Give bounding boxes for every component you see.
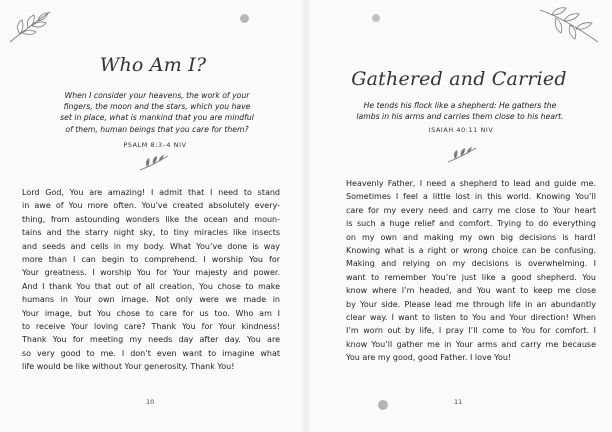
prayer-line: care for my every need and carry me close to Your heart [346,205,596,215]
prayer-line: thing, from astounding wonders like the ocean and moun- [22,214,280,224]
prayer-line: Thank You for meeting my needs day after day. You are [22,335,280,345]
prayer-line: life would be like without Your generosity. Thank You! [22,362,235,372]
scripture-reference: PSALM 8:3–4 NIV [123,141,187,149]
decorative-dot-icon [240,14,249,23]
prayer-line: by Your side. Please lead me through life in an abundantly [346,299,596,309]
prayer-line: know where I’m headed, and You want to keep me close [346,286,596,296]
prayer-line: so very good to me. I don’t even want to imagine what [22,348,280,358]
verse-line: He tends his flock like a shepherd: He gathers the [363,101,557,110]
prayer-line: and seeds and cells in my body. What You’ve done is way [22,241,280,251]
prayer-line: tains and the starry night sky, to tiny miracles like insects [22,228,280,238]
prayer-line: to receive Your loving care? Thank You for Your kindness! [22,322,280,332]
prayer-line: Making and relying on my decisions is overwhelming. I [346,259,596,269]
page-number: 11 [454,398,463,406]
page-title: Who Am I? [99,54,207,76]
verse-line: set in place, what is mankind that you are mindful [60,113,254,123]
prayer-text [346,177,596,365]
page-title: Gathered and Carried [351,68,567,90]
prayer-line: know You’ll gather me in Your arms and carry me because [346,339,596,349]
decorative-dot-icon [378,400,388,410]
prayer-line: Your image, but You chose to care for us too. Who am I [22,308,280,318]
verse-line: lambs in his arms and carries them close to his heart. [356,112,564,122]
page-number: 10 [146,398,155,406]
prayer-line: You are my good, good Father. I love You! [346,353,512,363]
verse-line: fingers, the moon and the stars, which you have [63,102,251,112]
prayer-line: Lord God, You are amazing! I admit that I need to stand [22,188,280,197]
prayer-line: on my own and making my own big decisions is hard! [346,232,596,242]
scripture-verse [344,100,576,122]
prayer-line: in awe of You more often. You’ve created absolutely every- [22,201,280,211]
leaf-divider-icon [446,146,478,164]
prayer-line: Heavenly Father, I need a shepherd to lead and guide me. [346,179,596,188]
prayer-line: And I thank You that out of all creation, You chose to make [22,281,280,291]
prayer-line: is such a huge relief and comfort. Trying to do everything [346,219,596,229]
leaf-divider-icon [138,154,170,172]
prayer-line: clear way. I want to listen to You and Your direction! When [346,313,596,323]
right-page [306,0,612,432]
verse-line: When I consider your heavens, the work of your [64,91,250,100]
prayer-line: Your greatness. I worship You for Your majesty and power. [22,268,280,278]
prayer-line: I’m worn out by life, I pray I’ll come to You for comfort. I [346,326,596,336]
decorative-dot-icon [372,14,380,22]
prayer-line: Knowing what is a right or wrong choice can be confusing. [346,246,596,256]
prayer-line: more than I can begin to comprehend. I worship You for [22,255,280,265]
prayer-line: want to remember You’re just like a good shepherd. You [346,272,596,282]
leaf-sprig-icon [536,6,602,46]
prayer-line: Sometimes I feel a little lost in this world. Knowing You’ll [346,192,596,202]
prayer-text [22,186,280,374]
leaf-sprig-icon [6,8,54,44]
prayer-line: humans in Your own image. Not only were we made in [22,295,280,305]
scripture-verse [52,90,262,135]
scripture-reference: ISAIAH 40:11 NIV [428,126,494,134]
verse-line: of them, human beings that you care for them? [65,124,249,134]
